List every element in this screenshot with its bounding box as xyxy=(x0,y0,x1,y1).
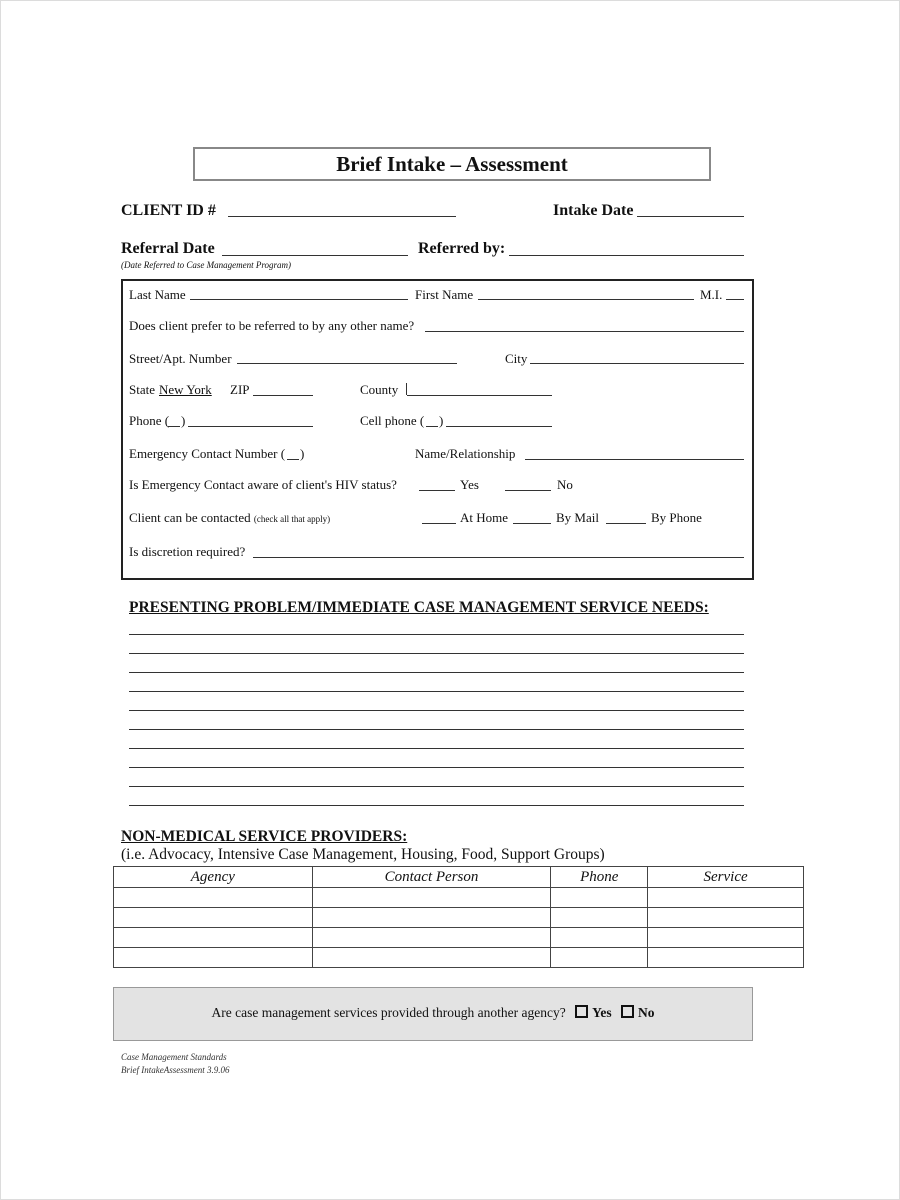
referral-date-field[interactable] xyxy=(222,255,408,256)
client-id-field[interactable] xyxy=(228,216,456,217)
providers-subheading: (i.e. Advocacy, Intensive Case Management, Housing, Food, Support Groups) xyxy=(121,846,605,863)
emergency-close: ) xyxy=(300,446,305,461)
col-phone: Phone xyxy=(551,867,648,888)
referred-by-label: Referred by: xyxy=(418,240,506,257)
county-field[interactable] xyxy=(407,395,552,396)
needs-line-6[interactable] xyxy=(129,729,744,730)
discretion-field[interactable] xyxy=(253,557,744,558)
emergency-area-field[interactable] xyxy=(287,459,299,460)
discretion-label: Is discretion required? xyxy=(129,544,246,559)
table-cell[interactable] xyxy=(551,928,648,948)
contacted-text: Client can be contacted xyxy=(129,510,251,525)
mi-field[interactable] xyxy=(726,299,744,300)
case-question-row xyxy=(114,1005,752,1021)
table-cell[interactable] xyxy=(648,908,804,928)
contacted-label xyxy=(129,510,330,526)
table-cell[interactable] xyxy=(312,928,551,948)
last-name-field[interactable] xyxy=(190,299,408,300)
client-id-label: CLIENT ID # xyxy=(121,202,216,219)
footer-line-2: Brief IntakeAssessment 3.9.06 xyxy=(121,1065,230,1075)
phone-label: Phone ( xyxy=(129,413,170,428)
table-cell[interactable] xyxy=(114,948,313,968)
county-field-cursor xyxy=(406,383,407,395)
table-cell[interactable] xyxy=(312,888,551,908)
by-phone-label: By Phone xyxy=(651,510,702,525)
name-relationship-label: Name/Relationship xyxy=(415,446,516,461)
no-label: No xyxy=(637,1005,655,1020)
city-field[interactable] xyxy=(530,363,744,364)
state-label: State xyxy=(129,382,155,397)
table-cell[interactable] xyxy=(114,888,313,908)
needs-line-2[interactable] xyxy=(129,653,744,654)
needs-line-3[interactable] xyxy=(129,672,744,673)
table-cell[interactable] xyxy=(114,908,313,928)
hiv-yes-label: Yes xyxy=(460,477,479,492)
by-mail-label: By Mail xyxy=(556,510,599,525)
needs-line-5[interactable] xyxy=(129,710,744,711)
presenting-heading: PRESENTING PROBLEM/IMMEDIATE CASE MANAGEMENT SERVICE NEEDS: xyxy=(129,599,709,616)
table-cell[interactable] xyxy=(551,888,648,908)
table-cell[interactable] xyxy=(551,948,648,968)
by-mail-field[interactable] xyxy=(513,523,551,524)
contacted-note: (check all that apply) xyxy=(253,514,331,524)
col-agency: Agency xyxy=(114,867,313,888)
hiv-question-label: Is Emergency Contact aware of client's HIV status? xyxy=(129,477,397,492)
col-contact-person: Contact Person xyxy=(312,867,551,888)
referral-date-label: Referral Date xyxy=(121,240,215,257)
table-cell[interactable] xyxy=(312,908,551,928)
state-value: New York xyxy=(159,382,212,397)
col-service: Service xyxy=(648,867,804,888)
needs-line-8[interactable] xyxy=(129,767,744,768)
county-label: County xyxy=(360,382,399,397)
table-row xyxy=(114,948,804,968)
hiv-no-field[interactable] xyxy=(505,490,551,491)
providers-table xyxy=(113,866,804,968)
name-relationship-field[interactable] xyxy=(525,459,744,460)
city-label: City xyxy=(505,351,528,366)
hiv-no-label: No xyxy=(557,477,573,492)
table-cell[interactable] xyxy=(648,888,804,908)
needs-line-7[interactable] xyxy=(129,748,744,749)
needs-line-10[interactable] xyxy=(129,805,744,806)
case-question-box xyxy=(113,987,753,1041)
cell-phone-field[interactable] xyxy=(446,426,552,427)
cell-phone-label: Cell phone ( xyxy=(360,413,425,428)
phone-area-field[interactable] xyxy=(168,426,180,427)
page-title: Brief Intake – Assessment xyxy=(193,147,711,181)
at-home-field[interactable] xyxy=(422,523,456,524)
needs-line-9[interactable] xyxy=(129,786,744,787)
intake-date-label: Intake Date xyxy=(553,202,634,219)
footer-line-1: Case Management Standards xyxy=(121,1052,227,1062)
table-cell[interactable] xyxy=(648,948,804,968)
table-cell[interactable] xyxy=(114,928,313,948)
other-name-field[interactable] xyxy=(425,331,744,332)
no-checkbox[interactable] xyxy=(621,1005,634,1018)
first-name-label: First Name xyxy=(415,287,474,302)
emergency-label: Emergency Contact Number ( xyxy=(129,446,286,461)
case-question-text: Are case management services provided through another agency? xyxy=(211,1005,566,1020)
referral-note: (Date Referred to Case Management Program) xyxy=(121,260,292,270)
referred-by-field[interactable] xyxy=(509,255,744,256)
by-phone-field[interactable] xyxy=(606,523,646,524)
street-label: Street/Apt. Number xyxy=(129,351,232,366)
table-row xyxy=(114,888,804,908)
table-row xyxy=(114,908,804,928)
hiv-yes-field[interactable] xyxy=(419,490,455,491)
yes-label: Yes xyxy=(592,1005,612,1020)
phone-field[interactable] xyxy=(188,426,313,427)
table-cell[interactable] xyxy=(312,948,551,968)
zip-label: ZIP xyxy=(230,382,250,397)
table-cell[interactable] xyxy=(551,908,648,928)
other-name-label: Does client prefer to be referred to by any other name? xyxy=(129,318,415,333)
table-cell[interactable] xyxy=(648,928,804,948)
table-header-row xyxy=(114,867,804,888)
cell-area-field[interactable] xyxy=(426,426,438,427)
cell-close: ) xyxy=(439,413,444,428)
mi-label: M.I. xyxy=(700,287,723,302)
zip-field[interactable] xyxy=(253,395,313,396)
needs-line-4[interactable] xyxy=(129,691,744,692)
table-row xyxy=(114,928,804,948)
last-name-label: Last Name xyxy=(129,287,186,302)
phone-close: ) xyxy=(181,413,186,428)
at-home-label: At Home xyxy=(460,510,509,525)
intake-date-field[interactable] xyxy=(637,216,744,217)
street-field[interactable] xyxy=(237,363,457,364)
providers-heading: NON-MEDICAL SERVICE PROVIDERS: xyxy=(121,828,408,845)
first-name-field[interactable] xyxy=(478,299,694,300)
yes-checkbox[interactable] xyxy=(575,1005,588,1018)
needs-line-1[interactable] xyxy=(129,634,744,635)
